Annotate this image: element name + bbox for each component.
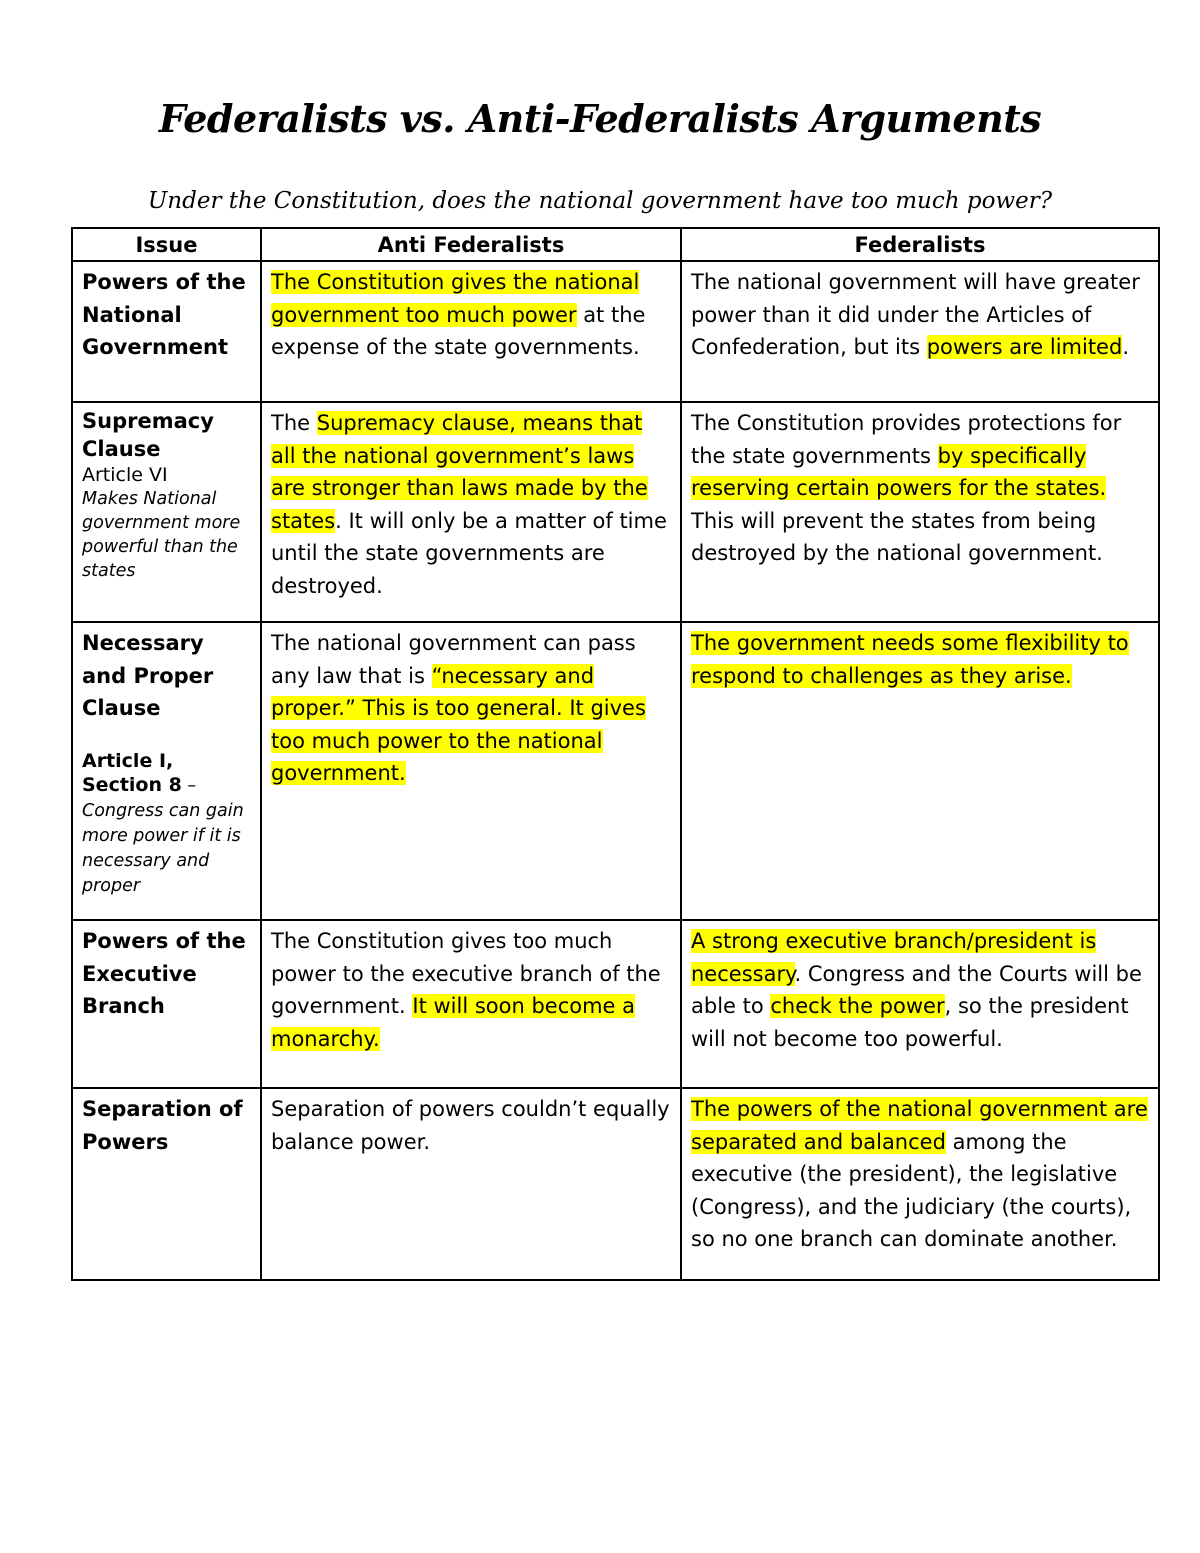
table-row (72, 402, 1159, 622)
anti-federalist-cell (261, 622, 681, 920)
column-header-issue: Issue (72, 228, 261, 261)
federalist-cell (681, 261, 1159, 402)
cell-text: . (1122, 335, 1129, 359)
highlighted-text: The Constitution gives the national government too much power (271, 270, 640, 327)
highlighted-text: “necessary and proper.” This is too general. It gives too much power to the national government. (271, 663, 646, 785)
column-header-federalists: Federalists (681, 228, 1159, 261)
page-subtitle: Under the Constitution, does the national government have too much power? (147, 188, 1053, 214)
issue-title: Powers of the Executive Branch (82, 929, 246, 1018)
federalist-cell (681, 920, 1159, 1088)
highlighted-text: by specifically reserving certain powers for the states. (691, 443, 1107, 500)
issue-title: Powers of the National Government (82, 270, 246, 359)
cell-text: . Congress and the Courts will be able to (691, 961, 1142, 1018)
issue-note: – Congress can gain more power if it is necessary and proper (82, 775, 244, 896)
issue-cell (72, 920, 261, 1088)
table-header-row (72, 228, 1159, 261)
issue-cell (72, 402, 261, 622)
highlighted-text: The powers of the national government are separated and balanced (691, 1097, 1148, 1154)
highlighted-text: powers are limited (926, 335, 1123, 359)
anti-federalist-cell (261, 1088, 681, 1280)
cell-text: The Constitution gives too much power to the executive branch of the government. (271, 929, 661, 1018)
page-title: Federalists vs. Anti-Federalists Arguments (158, 96, 1042, 141)
cell-text: The (271, 411, 317, 435)
column-header-anti-federalists: Anti Federalists (261, 228, 681, 261)
issue-title: Supremacy Clause (82, 409, 214, 461)
issue-article-block (82, 749, 252, 898)
federalist-cell (681, 1088, 1159, 1280)
issue-note: Makes National government more powerful than the states (82, 489, 241, 581)
arguments-table (71, 227, 1160, 1281)
highlighted-text: It will soon become a monarchy. (271, 994, 636, 1051)
issue-title: Necessary and Proper Clause (82, 631, 214, 720)
anti-federalist-cell (261, 261, 681, 402)
table-row (72, 920, 1159, 1088)
cell-text: , so the president will not become too powerful. (691, 994, 1129, 1051)
issue-cell (72, 261, 261, 402)
federalist-cell (681, 622, 1159, 920)
cell-text: . It will only be a matter of time until the state governments are destroyed. (271, 508, 667, 598)
issue-article: Article VI (82, 464, 168, 486)
cell-text: Separation of powers couldn’t equally balance power. (271, 1097, 670, 1154)
federalist-cell (681, 402, 1159, 622)
table-row (72, 622, 1159, 920)
table-row (72, 1088, 1159, 1280)
cell-text: The Constitution provides protections for the state governments (691, 411, 1122, 468)
cell-text: This will prevent the states from being destroyed by the national government. (691, 508, 1103, 565)
highlighted-text: check the power (770, 994, 945, 1018)
anti-federalist-cell (261, 402, 681, 622)
table-row (72, 261, 1159, 402)
cell-text: The national government will have greater power than it did under the Articles of Confederation, but its (691, 270, 1140, 359)
issue-title: Separation of Powers (82, 1097, 243, 1154)
cell-text: The national government can pass any law that is (271, 631, 636, 688)
anti-federalist-cell (261, 920, 681, 1088)
issue-cell (72, 1088, 261, 1280)
cell-text: at the expense of the state governments. (271, 302, 646, 359)
issue-article: Article I, Section 8 (82, 749, 182, 796)
highlighted-text: A strong executive branch/president is necessary (691, 929, 1097, 986)
cell-text: among the executive (the president), the legislative (Congress), and the judiciary (the courts), so no one branch can dominate another. (691, 1129, 1132, 1251)
highlighted-text: The government needs some flexibility to respond to challenges as they arise. (691, 631, 1129, 688)
issue-cell (72, 622, 261, 920)
highlighted-text: Supremacy clause, means that all the national government’s laws are stronger than laws made by the states (271, 411, 648, 533)
